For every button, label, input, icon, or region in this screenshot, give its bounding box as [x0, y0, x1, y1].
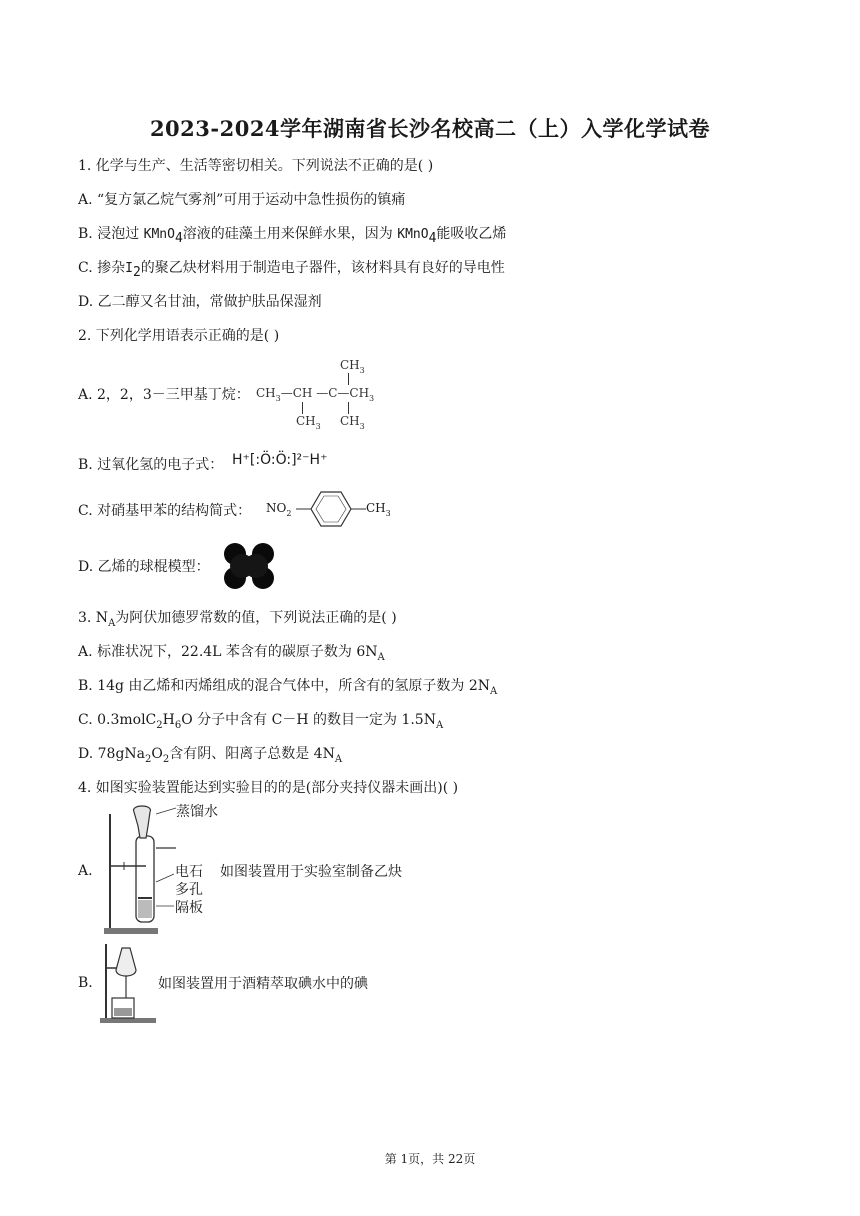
question-4-stem: 4. 如图实验装置能达到实验目的的是(部分夹持仪器未画出)( )	[78, 780, 459, 796]
extraction-apparatus-figure	[98, 940, 158, 1026]
page-footer: 第 1页，共 22页	[384, 1152, 476, 1166]
question-2-option-d: D. 乙烯的球棍模型：	[78, 559, 210, 575]
question-1-option-d: D. 乙二醇又名甘油，常做护肤品保湿剂	[78, 294, 322, 310]
question-1-stem: 1. 化学与生产、生活等密切相关。下列说法不正确的是( )	[78, 158, 434, 174]
question-4-option-a-text: 如图装置用于实验室制备乙炔	[220, 864, 402, 880]
question-2-option-a: A. 2，2，3－三甲基丁烷：	[78, 387, 250, 403]
hydrogen-peroxide-electron-formula: H⁺[:Ö:Ö:]²⁻H⁺	[232, 452, 328, 468]
question-3-option-a: A. 标准状况下，22.4L 苯含有的碳原子数为 $6N_A$	[78, 644, 385, 663]
acetylene-apparatus-figure	[100, 802, 224, 938]
question-1-option-a: A. “复方氯乙烷气雾剂”可用于运动中急性损伤的镇痛	[78, 192, 406, 208]
question-4-option-b-label: B.	[78, 975, 93, 991]
question-2-option-c: C. 对硝基甲苯的结构简式：	[78, 503, 252, 519]
question-3-option-c: C. $0.3molC_2H_6O$ 分子中含有 C－H 的数目一定为 $1.5N_A$	[78, 712, 444, 731]
benzene-ring-icon	[296, 488, 366, 530]
ethylene-ball-stick-model-icon	[218, 541, 280, 591]
question-1-option-b: B. 浸泡过 KMnO4溶液的硅藻土用来保鲜水果，因为 KMnO4能吸收乙烯	[78, 226, 507, 246]
question-3-stem: 3. $N_A$为阿伏加德罗常数的值，下列说法正确的是( )	[78, 610, 397, 629]
question-4-option-b-text: 如图装置用于酒精萃取碘水中的碘	[158, 976, 368, 992]
question-4-option-a-label: A.	[78, 863, 93, 879]
question-2-option-b: B. 过氧化氢的电子式：	[78, 457, 224, 473]
question-2-stem: 2. 下列化学用语表示正确的是( )	[78, 328, 280, 344]
trimethylbutane-structure: $CH_3$ $CH_3—CH$ $—C—CH_3$ $CH_3$ $CH_3$	[256, 358, 375, 431]
label-calcium-carbide: 电石 多孔 隔板	[175, 864, 203, 916]
question-3-option-d: D. $78gNa_2O_2$含有阴、阳离子总数是 $4N_A$	[78, 746, 343, 765]
question-1-option-c: C. 掺杂I2的聚乙炔材料用于制造电子器件，该材料具有良好的导电性	[78, 260, 505, 280]
page-title: 2023-2024学年湖南省长沙名校高二（上）入学化学试卷	[149, 116, 711, 141]
question-3-option-b: B. 14g 由乙烯和丙烯组成的混合气体中，所含有的氢原子数为 $2N_A$	[78, 678, 498, 697]
p-nitrotoluene-structure: $NO_2$ $CH_3$	[266, 488, 396, 530]
label-distilled-water: 蒸馏水	[176, 804, 218, 820]
